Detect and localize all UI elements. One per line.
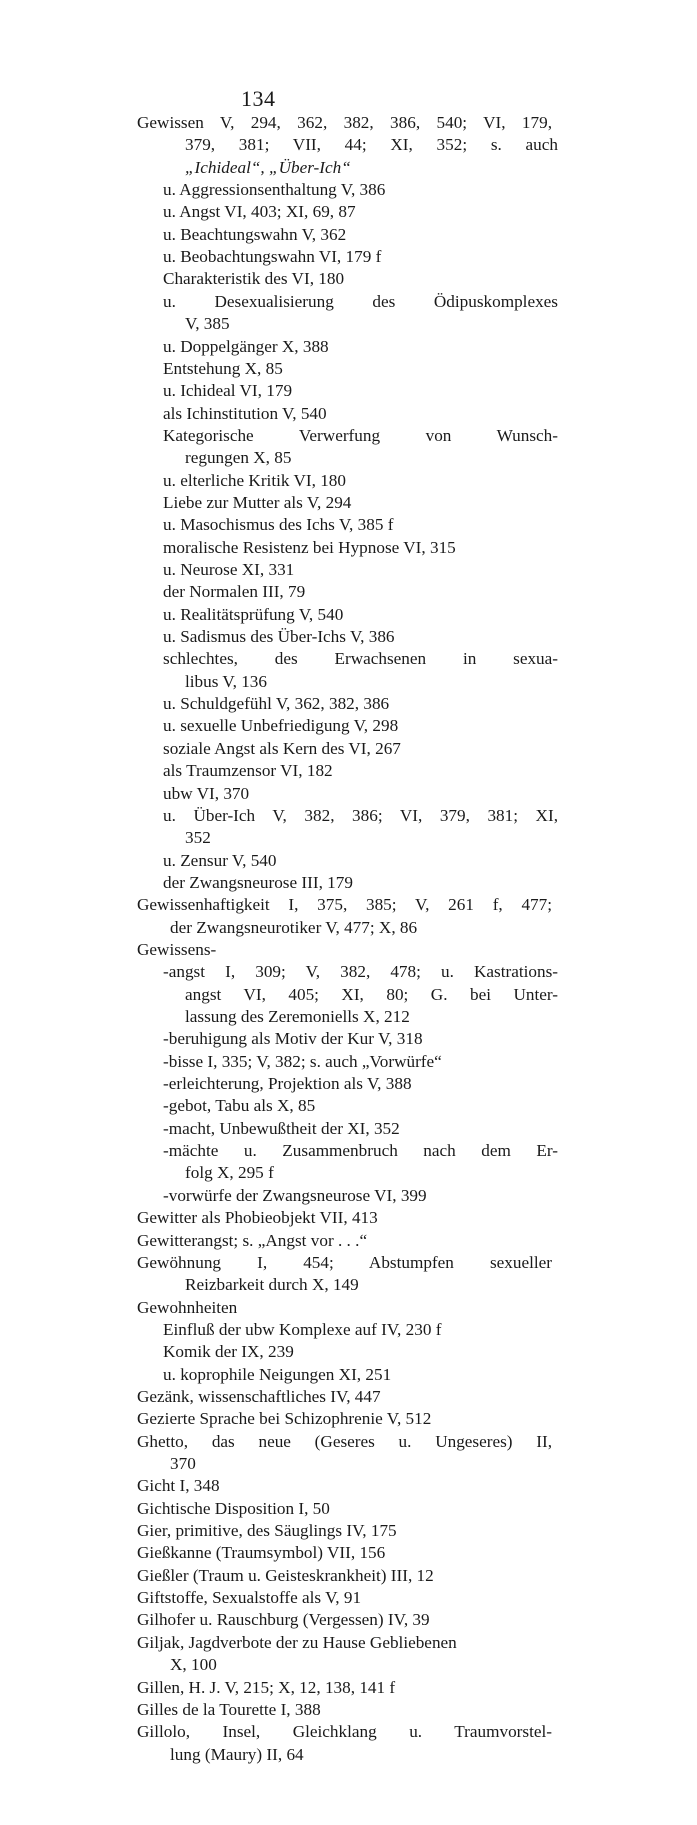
index-line: angst VI, 405; XI, 80; G. bei Unter- [185, 984, 558, 1004]
index-line: u. Realitätsprüfung V, 540 [163, 604, 344, 624]
index-line: -macht, Unbewußtheit der XI, 352 [163, 1118, 400, 1138]
index-line: lung (Maury) II, 64 [170, 1744, 304, 1764]
index-line: libus V, 136 [185, 671, 267, 691]
index-line: Komik der IX, 239 [163, 1342, 294, 1362]
index-line: Entstehung X, 85 [163, 358, 283, 378]
index-line: u. Ichideal VI, 179 [163, 381, 293, 401]
index-line: Gewitterangst; s. „Angst vor . . .“ [137, 1230, 368, 1250]
index-line: Gicht I, 348 [137, 1476, 220, 1496]
index-line: Gillen, H. J. V, 215; X, 12, 138, 141 f [137, 1677, 396, 1697]
index-line: u. Beobachtungswahn VI, 179 f [163, 247, 382, 267]
index-line: u. Beachtungswahn V, 362 [163, 224, 347, 244]
index-line: Gier, primitive, des Säuglings IV, 175 [137, 1521, 397, 1541]
index-line: X, 100 [170, 1655, 217, 1675]
index-line: -gebot, Tabu als X, 85 [163, 1096, 316, 1116]
index-line: Reizbarkeit durch X, 149 [185, 1275, 359, 1295]
index-line: u. elterliche Kritik VI, 180 [163, 470, 346, 490]
index-line: regungen X, 85 [185, 448, 292, 468]
page-number: 134 [241, 86, 276, 111]
index-line: u. Sadismus des Über-Ichs V, 386 [163, 627, 395, 647]
index-line: u. Zensur V, 540 [163, 850, 277, 870]
index-line: Giljak, Jagdverbote der zu Hause Gebliebenen [137, 1632, 457, 1652]
index-line: Gichtische Disposition I, 50 [137, 1498, 330, 1518]
index-line: -beruhigung als Motiv der Kur V, 318 [163, 1029, 423, 1049]
index-line: -vorwürfe der Zwangsneurose VI, 399 [163, 1185, 427, 1205]
index-line: Charakteristik des VI, 180 [163, 269, 345, 289]
index-line: 379, 381; VII, 44; XI, 352; s. auch [185, 135, 558, 155]
index-line: soziale Angst als Kern des VI, 267 [163, 738, 401, 758]
index-line: Gezierte Sprache bei Schizophrenie V, 512 [137, 1409, 432, 1429]
index-line: schlechtes, des Erwachsenen in sexua- [163, 649, 558, 669]
index-line: Gewissenhaftigkeit I, 375, 385; V, 261 f, 477; [137, 895, 552, 915]
index-line: Liebe zur Mutter als V, 294 [163, 492, 352, 512]
index-line: u. Schuldgefühl V, 362, 382, 386 [163, 694, 390, 714]
index-line: Gewissen V, 294, 362, 382, 386, 540; VI, 179, [137, 113, 552, 132]
index-line: ubw VI, 370 [163, 783, 250, 803]
index-line: lassung des Zeremoniells X, 212 [185, 1007, 410, 1026]
index-line: Gewissens- [137, 939, 217, 959]
index-line: u. Über-Ich V, 382, 386; VI, 379, 381; XI, [163, 805, 558, 825]
index-line: V, 385 [185, 314, 230, 334]
index-line: moralische Resistenz bei Hypnose VI, 315 [163, 537, 456, 557]
index-line: 352 [185, 828, 211, 848]
index-line: u. Doppelgänger X, 388 [163, 336, 329, 356]
index-line: Gießler (Traum u. Geisteskrankheit) III, 12 [137, 1565, 434, 1585]
index-line: Gezänk, wissenschaftliches IV, 447 [137, 1386, 381, 1406]
index-line: der Normalen III, 79 [163, 582, 306, 602]
index-line: Gilhofer u. Rauschburg (Vergessen) IV, 39 [137, 1610, 430, 1630]
index-line: Einfluß der ubw Komplexe auf IV, 230 f [163, 1319, 442, 1339]
index-line: als Ichinstitution V, 540 [163, 403, 327, 423]
index-line: -erleichterung, Projektion als V, 388 [163, 1074, 412, 1094]
index-line: u. Desexualisierung des Ödipuskomplexes [163, 291, 558, 311]
index-line: „Ichideal“, „Über-Ich“ [185, 157, 351, 177]
index-line: -bisse I, 335; V, 382; s. auch „Vorwürfe“ [163, 1051, 442, 1071]
index-line: Gewohnheiten [137, 1297, 238, 1317]
index-line: Gilles de la Tourette I, 388 [137, 1699, 321, 1719]
index-line: Gießkanne (Traumsymbol) VII, 156 [137, 1543, 386, 1563]
index-line: Ghetto, das neue (Geseres u. Ungeseres) II, [137, 1431, 552, 1451]
index-line: Gewöhnung I, 454; Abstumpfen sexueller [137, 1252, 552, 1272]
index-line: u. Angst VI, 403; XI, 69, 87 [163, 202, 356, 222]
index-line: als Traumzensor VI, 182 [163, 761, 333, 781]
index-line: Gillolo, Insel, Gleichklang u. Traumvorstel- [137, 1722, 552, 1742]
index-line: 370 [170, 1454, 196, 1473]
index-line: u. koprophile Neigungen XI, 251 [163, 1364, 392, 1384]
index-line: u. Aggressionsenthaltung V, 386 [163, 180, 386, 200]
index-line: u. sexuelle Unbefriedigung V, 298 [163, 716, 399, 736]
index-line: der Zwangsneurose III, 179 [163, 872, 353, 892]
index-line: der Zwangsneurotiker V, 477; X, 86 [170, 917, 418, 937]
index-line: u. Masochismus des Ichs V, 385 f [163, 515, 394, 535]
index-line: -mächte u. Zusammenbruch nach dem Er- [163, 1141, 558, 1161]
index-line: Kategorische Verwerfung von Wunsch- [163, 425, 558, 445]
index-line: u. Neurose XI, 331 [163, 560, 295, 579]
index-line: -angst I, 309; V, 382, 478; u. Kastrations- [163, 962, 558, 982]
index-line: Giftstoffe, Sexualstoffe als V, 91 [137, 1588, 362, 1608]
index-line: folg X, 295 f [185, 1163, 274, 1183]
index-line: Gewitter als Phobieobjekt VII, 413 [137, 1208, 378, 1228]
